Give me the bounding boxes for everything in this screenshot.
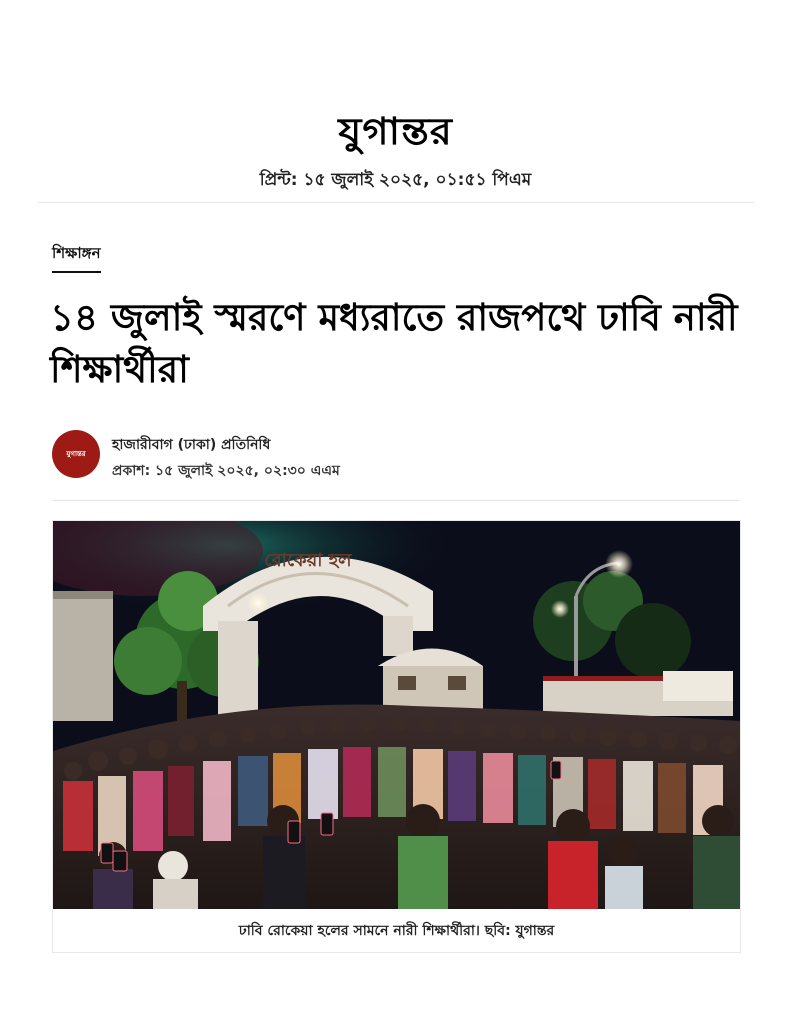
photo-illustration <box>53 521 740 909</box>
article-headline: ১৪ জুলাই স্মরণে মধ্যরাতে রাজপথে ঢাবি নারী শিক্ষার্থীরা <box>50 296 738 391</box>
header-divider <box>38 202 754 203</box>
article-figure <box>52 520 741 953</box>
avatar-logo-text: যুগান্তর <box>66 450 86 458</box>
gate-sign-text: রোকেয়া হল <box>264 550 352 571</box>
byline-divider <box>52 500 740 501</box>
author-avatar <box>52 430 100 478</box>
print-timestamp: প্রিন্ট: ১৫ জুলাই ২০২৫, ০১:৫১ পিএম <box>259 170 532 190</box>
byline <box>52 429 742 483</box>
site-logo[interactable]: যুগান্তর <box>338 110 453 154</box>
photo-caption: ঢাবি রোকেয়া হলের সামনে নারী শিক্ষার্থীরা। ছবি: যুগান্তর <box>238 923 555 939</box>
author-name: হাজারীবাগ (ঢাকা) প্রতিনিধি <box>112 437 271 453</box>
published-timestamp: প্রকাশ: ১৫ জুলাই ২০২৫, ০২:৩০ এএম <box>112 463 340 479</box>
masthead <box>0 100 791 167</box>
category-label[interactable]: শিক্ষাঙ্গন <box>52 242 101 273</box>
article-photo <box>53 521 740 909</box>
